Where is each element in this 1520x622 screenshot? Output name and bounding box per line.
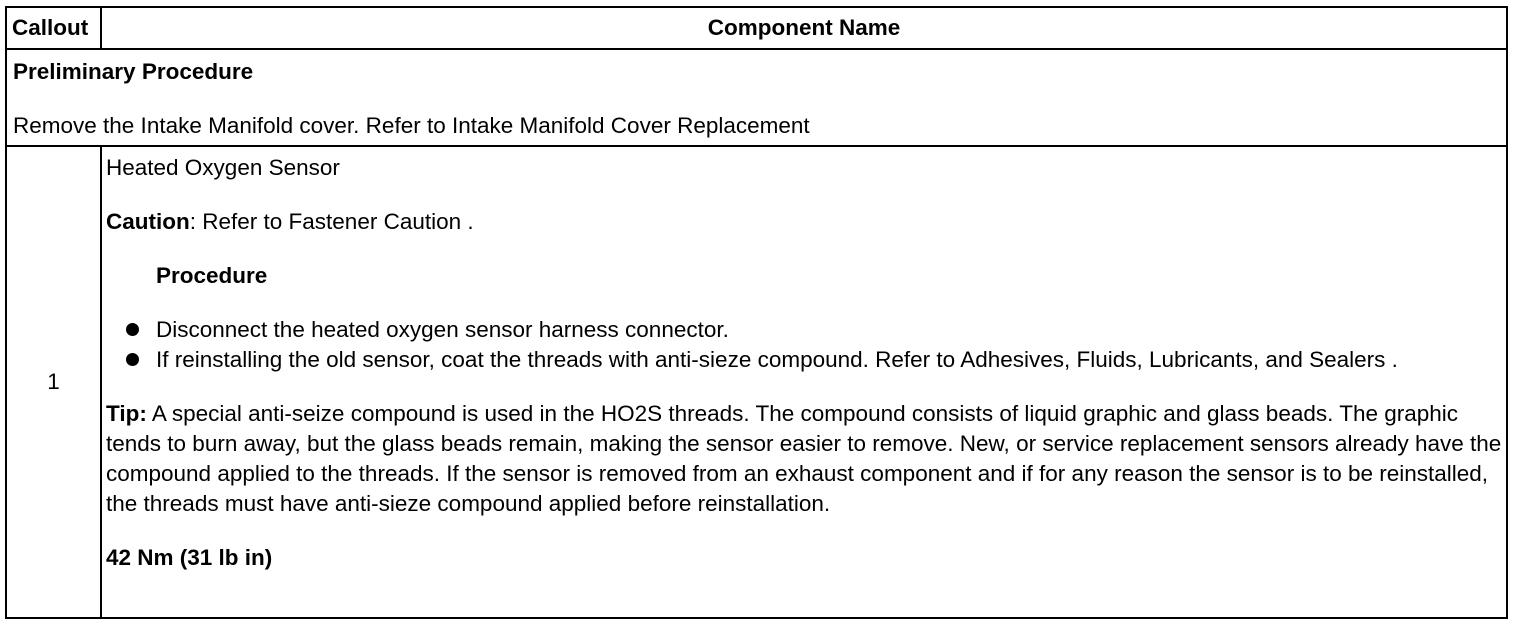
tip-text: A special anti-seize compound is used in the HO2S threads. The compound consists of liquid graphic and glass beads. The graphic tends to burn away, but the glass beads remain, making the sensor easier to remove. New, or service replacement sensors already have the compound applied to the threads. If the sensor is removed from an exhaust component and if for any reason the sensor is to be reinstalled, the threads must have anti-sieze compound applied before reinstallation. xyxy=(106,401,1502,516)
procedure-step-text: Disconnect the heated oxygen sensor harness connector. xyxy=(156,317,729,342)
list-item xyxy=(106,345,1502,375)
component-name: Heated Oxygen Sensor xyxy=(106,155,340,180)
preliminary-cell xyxy=(6,49,1507,146)
procedure-heading: Procedure xyxy=(156,263,268,288)
component-name-column-header: Component Name xyxy=(101,7,1507,49)
preliminary-text: Remove the Intake Manifold cover. Refer to Intake Manifold Cover Replacement xyxy=(13,113,810,138)
procedure-steps xyxy=(106,315,1502,375)
torque-spec: 42 Nm (31 lb in) xyxy=(106,545,273,570)
callout-column-header: Callout xyxy=(6,7,101,49)
caution-label: Caution xyxy=(106,209,190,234)
list-item xyxy=(106,315,1502,345)
procedure-step-text: If reinstalling the old sensor, coat the threads with anti-sieze compound. Refer to Adhesives, Fluids, Lubricants, and Sealers . xyxy=(156,347,1398,372)
table-row xyxy=(6,146,1507,618)
header-row xyxy=(6,7,1507,49)
tip-label: Tip: xyxy=(106,401,147,426)
tip-note xyxy=(106,399,1502,519)
preliminary-title: Preliminary Procedure xyxy=(13,59,254,84)
caution-text: : Refer to Fastener Caution . xyxy=(189,209,474,234)
component-table xyxy=(5,6,1508,619)
bullet-icon xyxy=(126,323,139,336)
callout-number: 1 xyxy=(6,146,101,618)
bullet-icon xyxy=(126,353,139,366)
preliminary-row xyxy=(6,49,1507,146)
component-details xyxy=(101,146,1507,618)
caution-note xyxy=(106,207,1502,237)
